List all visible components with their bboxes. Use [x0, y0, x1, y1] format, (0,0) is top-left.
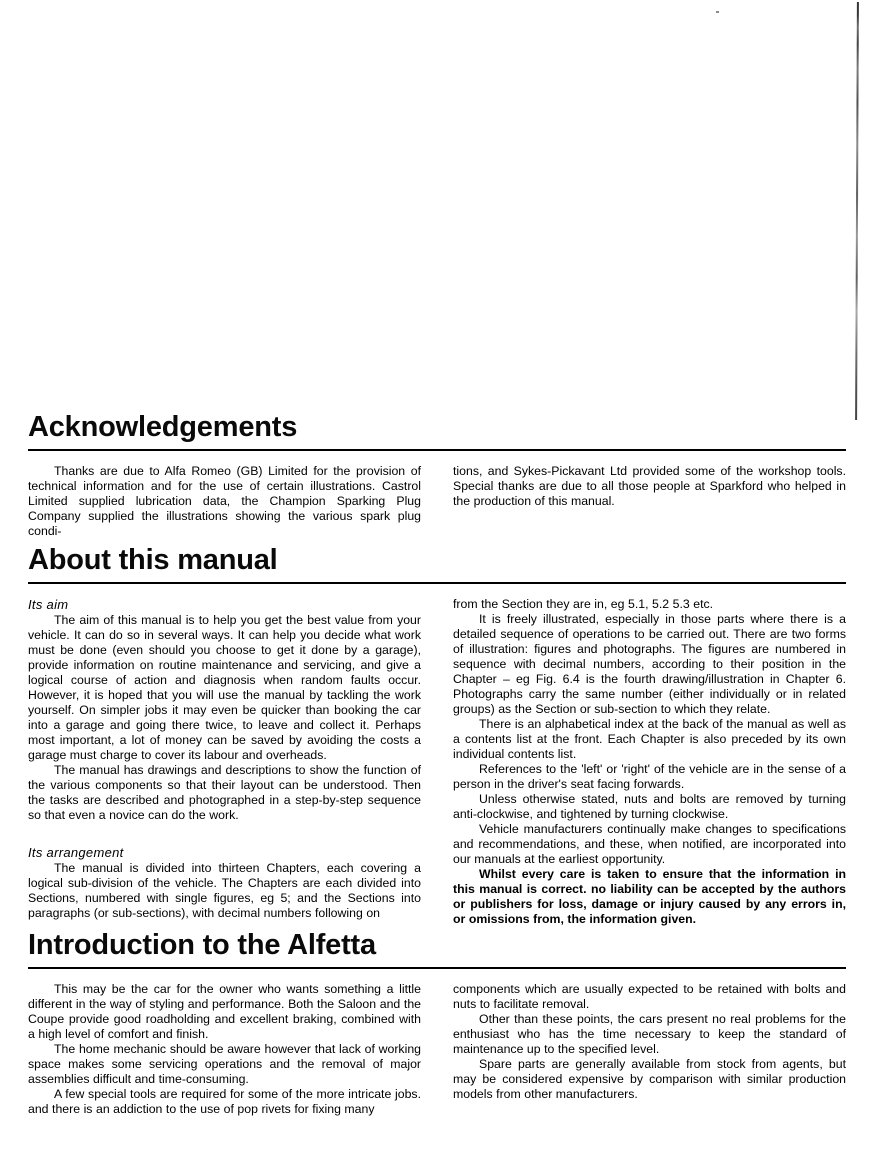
- paragraph: Other than these points, the cars present no real problems for the enthusiast who has the time necessary to keep the standard of maintenance up to the specified level.: [453, 1012, 846, 1057]
- paragraph: There is an alphabetical index at the back of the manual as well as a contents list at the front. Each Chapter is also preceded by its own individual contents list.: [453, 717, 846, 762]
- paragraph: The manual is divided into thirteen Chapters, each covering a logical sub-division of the vehicle. The Chapters are each divided into Sections, numbered with single figures, eg 5; and the Sections into paragraphs (or sub-sections), with decimal numbers following on: [28, 861, 421, 921]
- column-left: [28, 982, 421, 1117]
- paragraph: The manual has drawings and descriptions to show the function of the various components so that their layout can be understood. Then the tasks are described and photographed in a step-by-step sequence so that even a novice can do the work.: [28, 763, 421, 823]
- column-left: [28, 597, 421, 927]
- subheading-its-arrangement: Its arrangement: [28, 845, 124, 861]
- paragraph: References to the 'left' or 'right' of the vehicle are in the sense of a person in the driver's seat facing forwards.: [453, 762, 846, 792]
- paragraph: The home mechanic should be aware however that lack of working space makes some servicing operations and the removal of major assemblies difficult and time-consuming.: [28, 1042, 421, 1087]
- section-about-this-manual: [28, 545, 846, 927]
- paragraph: This may be the car for the owner who wants something a little different in the way of styling and performance. Both the Saloon and the Coupe provide good roadholding and excellent braking, combined with a high level of comfort and finish.: [28, 982, 421, 1042]
- paragraph: It is freely illustrated, especially in those parts where there is a detailed sequence of operations to be carried out. There are two forms of illustration: figures and photographs. The figures are numbered in sequence with decimal numbers, according to their position in the Chapter – eg Fig. 6.4 is the fourth drawing/illustration in Chapter 6. Photographs carry the same number (either individually or in related groups) as the Section or sub-section to which they relate.: [453, 612, 846, 717]
- spacer: [28, 823, 421, 845]
- title-rule: [28, 582, 846, 584]
- dust-speck-artifact: [716, 11, 719, 13]
- title-rule: [28, 449, 846, 451]
- page-title-acknowledgements: Acknowledgements: [28, 411, 298, 443]
- two-column-body: [28, 982, 846, 1117]
- column-right: [453, 597, 846, 927]
- paragraph: Thanks are due to Alfa Romeo (GB) Limited for the provision of technical information and for the use of certain illustrations. Castrol Limited supplied lubrication data, the Champion Sparking Plug Company supplied the illustrations showing the various spark plug condi-: [28, 464, 421, 539]
- page-title-introduction: Introduction to the Alfetta: [28, 929, 376, 961]
- paragraph-disclaimer: Whilst every care is taken to ensure that the information in this manual is correct. no liability can be accepted by the authors or publishers for loss, damage or injury caused by any errors in, or omissions from, the information given.: [453, 867, 846, 927]
- paragraph: The aim of this manual is to help you get the best value from your vehicle. It can do so in several ways. It can help you decide what work must be done (even should you choose to get it done by a garage), provide information on routine maintenance and servicing, and give a logical course of action and diagnosis when random faults occur. However, it is hoped that you will use the manual by tackling the work yourself. On simpler jobs it may even be quicker than booking the car into a garage and going there twice, to leave and collect it. Perhaps most important, a lot of money can be saved by avoiding the costs a garage must charge to cover its labour and overheads.: [28, 613, 421, 763]
- column-right: [453, 982, 846, 1117]
- subheading-its-aim: Its aim: [28, 597, 69, 613]
- two-column-body: [28, 464, 846, 539]
- page-title-about-this-manual: About this manual: [28, 544, 278, 576]
- paragraph: Unless otherwise stated, nuts and bolts are removed by turning anti-clockwise, and tightened by turning clockwise.: [453, 792, 846, 822]
- title-rule: [28, 967, 846, 969]
- paragraph: components which are usually expected to be retained with bolts and nuts to facilitate removal.: [453, 982, 846, 1012]
- paragraph: A few special tools are required for some of the more intricate jobs. and there is an addiction to the use of pop rivets for fixing many: [28, 1087, 421, 1117]
- section-acknowledgements: [28, 412, 846, 539]
- column-left: [28, 464, 421, 539]
- section-introduction-to-the-alfetta: [28, 930, 846, 1117]
- paragraph: Spare parts are generally available from stock from agents, but may be considered expensive by comparison with similar production models from other manufacturers.: [453, 1057, 846, 1102]
- column-right: [453, 464, 846, 539]
- scan-line-artifact: [855, 2, 859, 420]
- two-column-body: [28, 597, 846, 927]
- paragraph: tions, and Sykes-Pickavant Ltd provided some of the workshop tools. Special thanks are due to all those people at Sparkford who helped in the production of this manual.: [453, 464, 846, 509]
- paragraph: from the Section they are in, eg 5.1, 5.2 5.3 etc.: [453, 597, 714, 612]
- paragraph: Vehicle manufacturers continually make changes to specifications and recommendations, and these, when notified, are incorporated into our manuals at the earliest opportunity.: [453, 822, 846, 867]
